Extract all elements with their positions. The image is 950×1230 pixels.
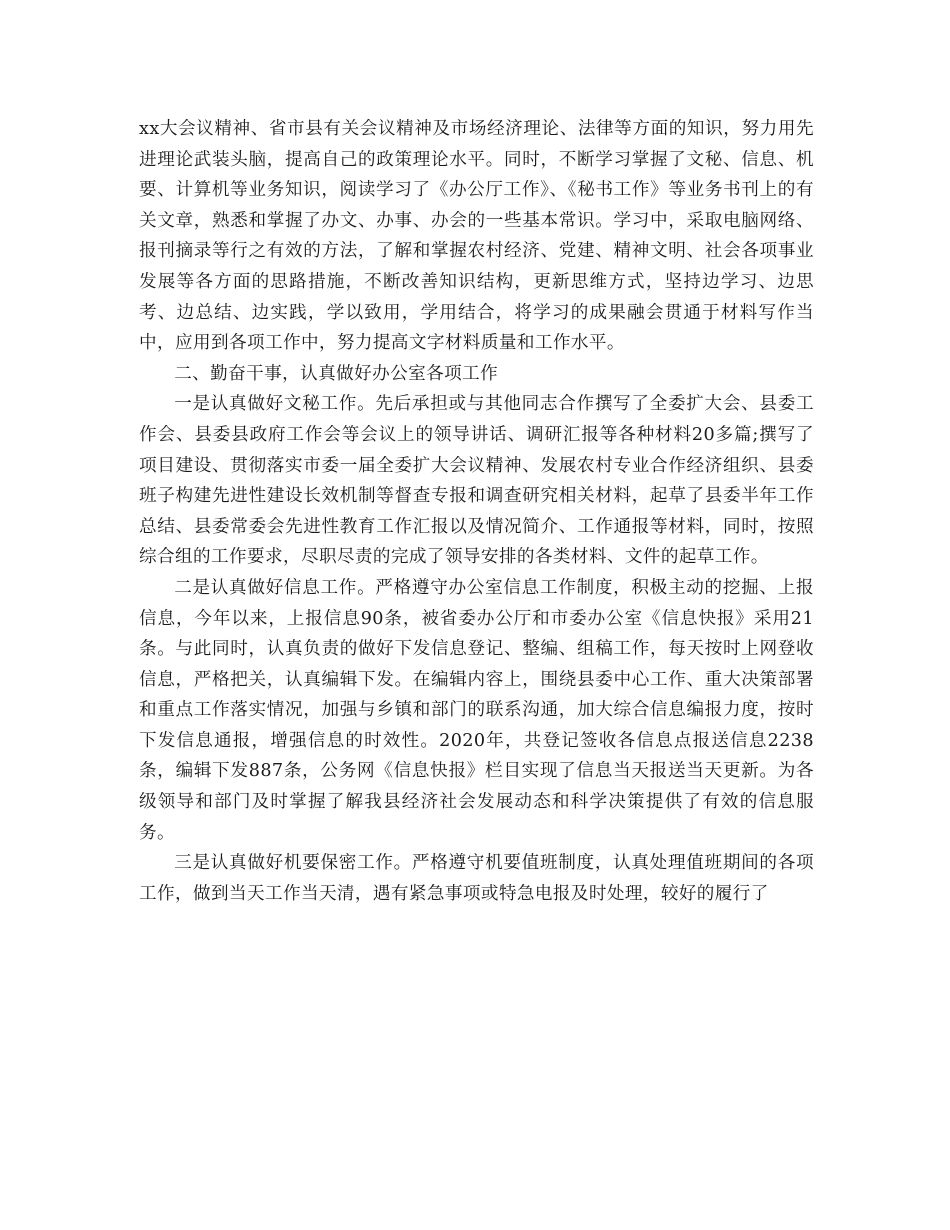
paragraph-information-work: 二是认真做好信息工作。严格遵守办公室信息工作制度，积极主动的挖掘、上报信息，今年以来，上报信息90条，被省委办公厅和市委办公室《信息快报》采用21条。与此同时，认真负责的做好下发信息登记、整编、组稿工作，每天按时上网登收信息，严格把关，认真编辑下发。在编辑内容上，围绕县委中心工作、重大决策部署和重点工作落实情况，加强与乡镇和部门的联系沟通，加大综合信息编报力度，按时下发信息通报，增强信息的时效性。2020年，共登记签收各信息点报送信息2238条，编辑下发887条，公务网《信息快报》栏目实现了信息当天报送当天更新。为各级领导和部门及时掌握了解我县经济社会发展动态和科学决策提供了有效的信息服务。: [139, 577, 814, 843]
section-heading-office-work: 二、勤奋干事，认真做好办公室各项工作: [174, 363, 499, 384]
paragraph-confidential-work: 三是认真做好机要保密工作。严格遵守机要值班制度，认真处理值班期间的各项工作，做到当天工作当天清，遇有紧急事项或特急电报及时处理，较好的履行了: [139, 853, 814, 904]
paragraph-study-continuation: xx大会议精神、省市县有关会议精神及市场经济理论、法律等方面的知识，努力用先进理论武装头脑，提高自己的政策理论水平。同时，不断学习掌握了文秘、信息、机要、计算机等业务知识，阅读学习了《办公厅工作》、《秘书工作》等业务书刊上的有关文章，熟悉和掌握了办文、办事、办会的一些基本常识。学习中，采取电脑网络、报刊摘录等行之有效的方法，了解和掌握农村经济、党建、精神文明、社会各项事业发展等各方面的思路措施，不断改善知识结构，更新思维方式，坚持边学习、边思考、边总结、边实践，学以致用，学用结合，将学习的成果融会贯通于材料写作当中，应用到各项工作中，努力提高文字材料质量和工作水平。: [139, 119, 814, 354]
paragraph-secretarial-work: 一是认真做好文秘工作。先后承担或与其他同志合作撰写了全委扩大会、县委工作会、县委县政府工作会等会议上的领导讲话、调研汇报等各种材料20多篇;撰写了项目建设、贯彻落实市委一届全委扩大会议精神、发展农村专业合作经济组织、县委班子构建先进性建设长效机制等督查专报和调查研究相关材料，起草了县委半年工作总结、县委常委会先进性教育工作汇报以及情况简介、工作通报等材料，同时，按照综合组的工作要求，尽职尽责的完成了领导安排的各类材料、文件的起草工作。: [139, 394, 814, 568]
